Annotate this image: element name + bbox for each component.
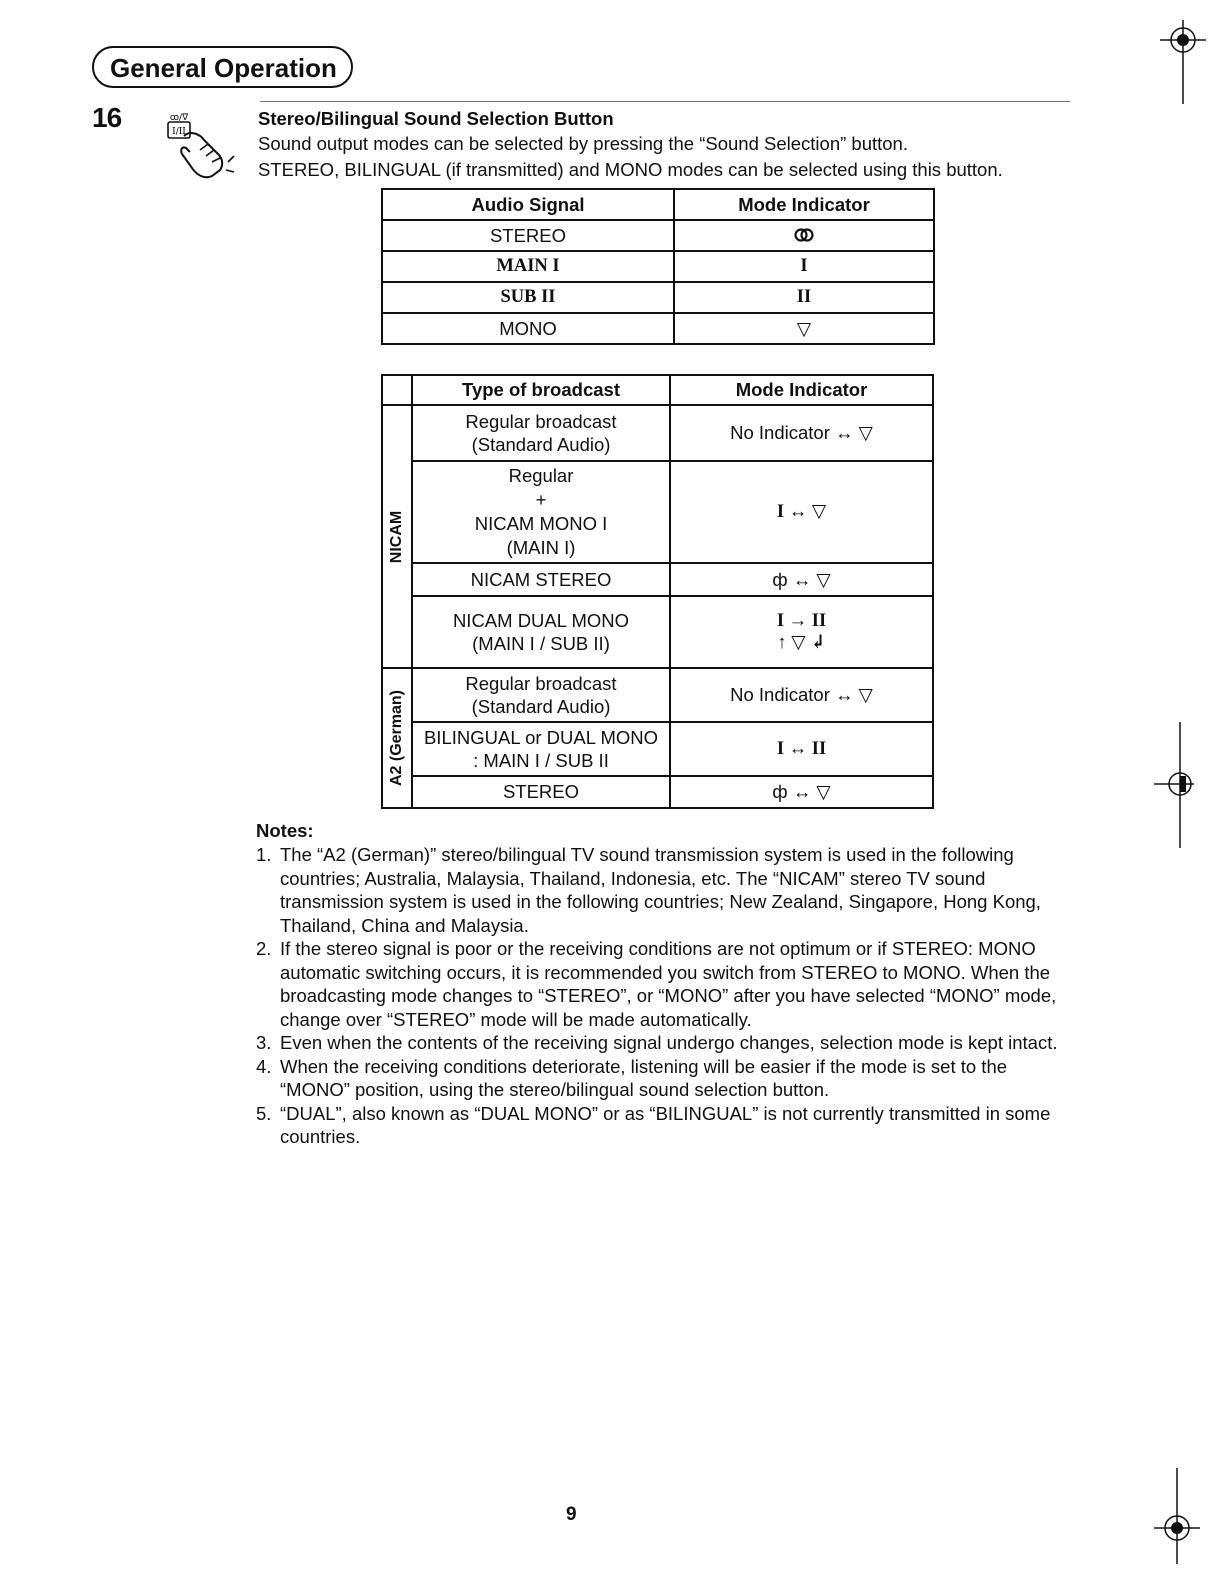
- heading: Stereo/Bilingual Sound Selection Button: [258, 108, 614, 129]
- mode-indicator-cell: ▽: [674, 313, 934, 344]
- table-row: [382, 220, 934, 251]
- mode-indicator-cell: No Indicator ↔ ▽: [670, 405, 933, 461]
- notes-list: [256, 843, 1068, 1149]
- column-header: Audio Signal: [382, 189, 674, 220]
- table-header-row: [382, 189, 934, 220]
- registration-mark-icon: [1156, 16, 1210, 106]
- registration-mark-icon: [1150, 720, 1200, 850]
- mode-indicator-cell: I ↔ ▽: [670, 461, 933, 563]
- audio-signal-cell: MAIN I: [382, 251, 674, 282]
- list-item: 5. “DUAL”, also known as “DUAL MONO” or as “BILINGUAL” is not currently transmitted in some countries.: [256, 1102, 1051, 1147]
- group-header-blank: [382, 375, 412, 405]
- table-row: [382, 596, 933, 668]
- mode-indicator-cell: I → II ↑ ▽ ↲: [670, 596, 933, 668]
- svg-text:ꝏ/∇: ꝏ/∇: [169, 113, 189, 123]
- column-header: Mode Indicator: [670, 375, 933, 405]
- a2-german-group-label: A2 (German): [382, 668, 412, 808]
- stereo-indicator-icon: [674, 220, 934, 251]
- mode-indicator-cell: II: [674, 282, 934, 313]
- list-item: 2. If the stereo signal is poor or the receiving conditions are not optimum or if STEREO: MONO automatic switching occurs, it is recommended you switch from STEREO to MONO. When the broadcasting mode changes to “STEREO”, or “MONO” after you have selected “MONO” mode, change over “STEREO” mode will be made automatically.: [256, 938, 1057, 1030]
- svg-text:I/II: I/II: [172, 127, 186, 137]
- broadcast-type-cell: Regular broadcast (Standard Audio): [412, 668, 670, 722]
- page-number: 9: [566, 1504, 577, 1525]
- mode-indicator-cell: ф ↔ ▽: [670, 776, 933, 808]
- column-header: Type of broadcast: [412, 375, 670, 405]
- registration-mark-icon: [1150, 1466, 1204, 1566]
- intro-line-2: STEREO, BILINGUAL (if transmitted) and MONO modes can be selected using this button.: [258, 159, 1003, 180]
- item-number: 16: [92, 102, 122, 133]
- table-header-row: [382, 375, 933, 405]
- column-header: Mode Indicator: [674, 189, 934, 220]
- table-row: [382, 722, 933, 776]
- intro-line-1: Sound output modes can be selected by pressing the “Sound Selection” button.: [258, 133, 908, 154]
- broadcast-type-cell: NICAM DUAL MONO (MAIN I / SUB II): [412, 596, 670, 668]
- mode-indicator-cell: I: [674, 251, 934, 282]
- list-item: 3. Even when the contents of the receiving signal undergo changes, selection mode is kept intact.: [256, 1032, 1058, 1053]
- nicam-group-label: NICAM: [382, 405, 412, 668]
- table-row: [382, 405, 933, 461]
- table-row: [382, 668, 933, 722]
- table-row: [382, 461, 933, 563]
- broadcast-type-cell: Regular + NICAM MONO I (MAIN I): [412, 461, 670, 563]
- table-row: [382, 313, 934, 344]
- table-row: [382, 282, 934, 313]
- audio-signal-cell: MONO: [382, 313, 674, 344]
- table-row: [382, 563, 933, 596]
- section-title: General Operation: [92, 46, 353, 88]
- audio-signal-table: [381, 188, 935, 345]
- mode-indicator-cell: ф ↔ ▽: [670, 563, 933, 596]
- list-item: 4. When the receiving conditions deteriorate, listening will be easier if the mode is set to the “MONO” position, using the stereo/bilingual sound selection button.: [256, 1055, 1008, 1100]
- list-item: 1. The “A2 (German)” stereo/bilingual TV sound transmission system is used in the following countries; Australia, Malaysia, Thailand, Indonesia, etc. The “NICAM” stereo TV sound transmission system is used in the following countries; New Zealand, Singapore, Hong Kong, Thailand, China and Malaysia.: [256, 844, 1041, 936]
- table-row: [382, 776, 933, 808]
- audio-signal-cell: SUB II: [382, 282, 674, 313]
- mode-indicator-cell: No Indicator ↔ ▽: [670, 668, 933, 722]
- broadcast-type-table: [381, 374, 934, 809]
- mode-indicator-cell: I ↔ II: [670, 722, 933, 776]
- table-row: [382, 251, 934, 282]
- hand-pressing-button-icon: [160, 110, 240, 184]
- broadcast-type-cell: NICAM STEREO: [412, 563, 670, 596]
- audio-signal-cell: STEREO: [382, 220, 674, 251]
- header-rule: [260, 101, 1070, 102]
- broadcast-type-cell: STEREO: [412, 776, 670, 808]
- broadcast-type-cell: BILINGUAL or DUAL MONO : MAIN I / SUB II: [412, 722, 670, 776]
- notes-title: Notes:: [256, 820, 314, 841]
- broadcast-type-cell: Regular broadcast (Standard Audio): [412, 405, 670, 461]
